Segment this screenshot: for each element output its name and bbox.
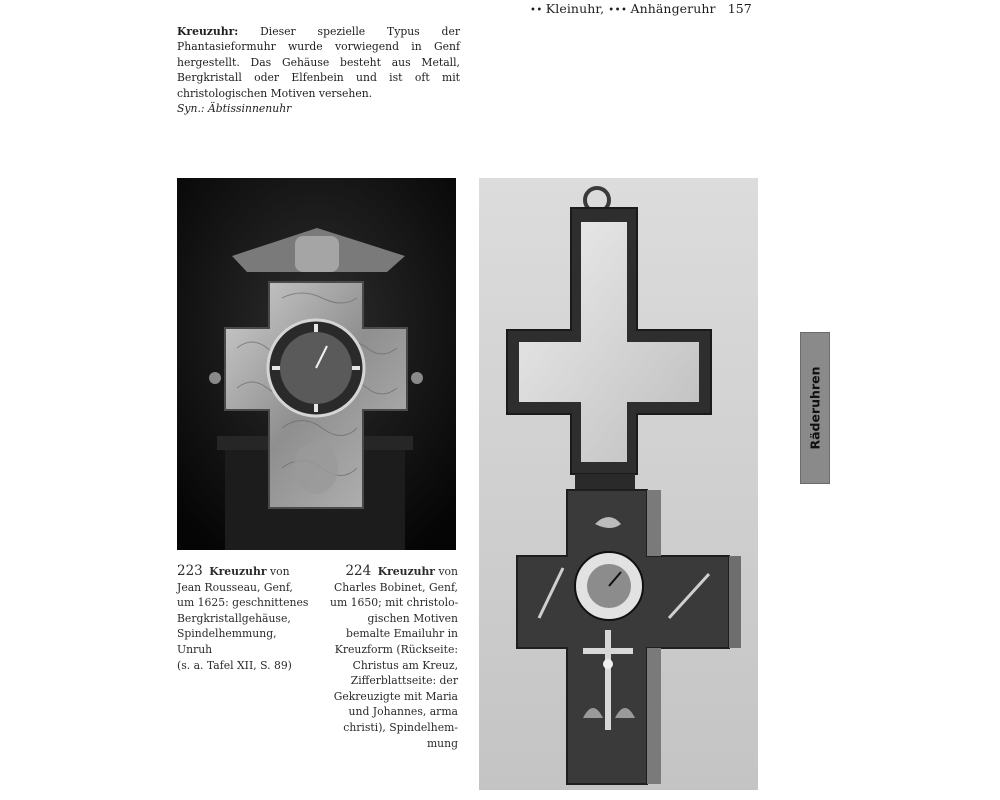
caption-line: mung <box>426 736 458 750</box>
figure-title: Kreuzuhr <box>377 565 435 578</box>
entry-lemma: Kreuzuhr: <box>177 25 239 38</box>
running-head <box>530 1 770 17</box>
chapter-thumb-tab <box>800 332 830 484</box>
caption-line: bemalte Emailuhr in <box>346 627 458 641</box>
running-head-label-1: Kleinuhr, <box>545 1 605 16</box>
caption-line: Christus am Kreuz, <box>352 658 458 672</box>
marker-dots-2: •• <box>530 5 543 16</box>
caption-first-line <box>177 564 317 580</box>
caption-line: Bergkristallgehäuse, <box>177 611 291 625</box>
caption-line: Spindelhemmung, <box>177 627 277 641</box>
cross-watch-crystal-illustration <box>177 178 456 550</box>
caption-line: Zifferblattseite: der <box>350 674 458 688</box>
figure-caption-223 <box>177 564 317 673</box>
caption-line: christi), Spindelhem- <box>343 720 458 734</box>
caption-line: gischen Motiven <box>367 611 458 625</box>
caption-line: Kreuzform (Rückseite: <box>334 642 458 656</box>
photo-cross-watch-224 <box>479 178 758 790</box>
caption-line: um 1625: geschnittenes <box>177 596 309 610</box>
page-number: 157 <box>727 1 752 16</box>
entry-body: Dieser spezielle Typus der Phantasieformuhr wurde vorwiegend in Genf hergestellt. Das Gehäuse besteht aus Metall, Bergkristall oder Elfenbein und ist oft mit christologischen Motiven versehen. <box>177 25 460 100</box>
caption-line: Jean Rousseau, Genf, <box>177 580 293 594</box>
figure-title: Kreuzuhr <box>209 565 267 578</box>
marker-dots-3: ••• <box>608 5 628 16</box>
entry-synonym: Syn.: Äbtissinnenuhr <box>177 102 292 116</box>
figure-number: 223 <box>177 563 203 579</box>
running-head-label-2: Anhängeruhr <box>630 1 716 16</box>
caption-line: von <box>269 565 290 578</box>
caption-first-line <box>330 564 458 580</box>
caption-line: Unruh <box>177 642 213 656</box>
figure-number: 224 <box>345 563 372 579</box>
chapter-thumb-tab-label: Räderuhren <box>807 366 823 450</box>
glossary-entry <box>177 24 460 116</box>
cross-watch-enamel-illustration <box>479 178 758 790</box>
entry-paragraph <box>177 24 460 101</box>
photo-cross-watch-223 <box>177 178 456 550</box>
caption-line: um 1650; mit christolo- <box>330 596 459 610</box>
caption-line: Charles Bobinet, Genf, <box>334 580 458 594</box>
figure-caption-224 <box>330 564 458 751</box>
caption-line: Gekreuzigte mit Maria <box>333 689 458 703</box>
caption-line: von <box>438 565 458 578</box>
caption-line: und Johannes, arma <box>348 705 458 719</box>
caption-line: (s. a. Tafel XII, S. 89) <box>177 658 292 672</box>
